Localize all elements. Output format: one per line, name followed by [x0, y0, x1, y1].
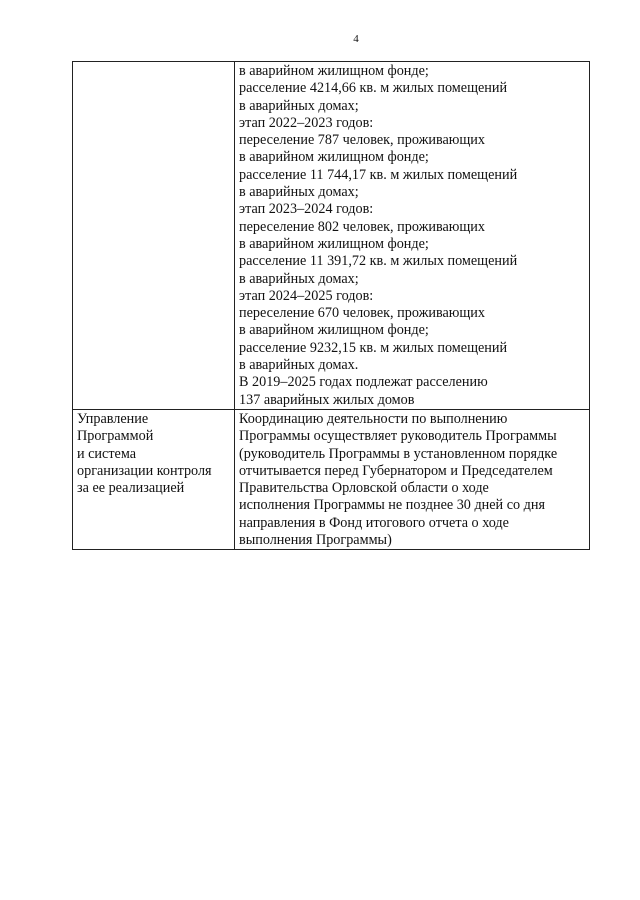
text-line: Правительства Орловской области о ходе: [239, 480, 489, 497]
text-line: в аварийных домах.: [239, 357, 359, 374]
text-line: расселение 4214,66 кв. м жилых помещений: [239, 80, 508, 97]
text-line: и система: [77, 445, 137, 462]
text-line: в аварийном жилищном фонде;: [239, 149, 429, 166]
text-line: В 2019–2025 годах подлежат расселению: [239, 374, 488, 391]
text-line: в аварийном жилищном фонде;: [239, 63, 429, 79]
text-line: выполнения Программы): [239, 532, 392, 549]
text-line: этап 2023–2024 годов:: [239, 201, 374, 218]
text-line: этап 2024–2025 годов:: [239, 287, 374, 304]
text-line: Программой: [77, 428, 154, 445]
text-line: расселение 9232,15 кв. м жилых помещений: [239, 339, 508, 356]
text-line: Программы осуществляет руководитель Программы: [239, 428, 557, 445]
text-line: исполнения Программы не позднее 30 дней со дня: [239, 497, 545, 514]
text-line: за ее реализацией: [77, 480, 185, 497]
row-label-cell: [73, 62, 235, 410]
text-line: отчитывается перед Губернатором и Председателем: [239, 462, 553, 479]
row-content-cell: [235, 62, 590, 410]
text-line: организации контроля: [77, 462, 212, 479]
text-line: в аварийном жилищном фонде;: [239, 235, 429, 252]
text-line: переселение 670 человек, проживающих: [239, 305, 485, 322]
text-line: в аварийном жилищном фонде;: [239, 322, 429, 339]
text-line: 137 аварийных жилых домов: [239, 391, 415, 408]
text-line: направления в Фонд итогового отчета о ходе: [239, 514, 509, 531]
table-row: [73, 62, 590, 410]
row-label-cell: [73, 409, 235, 549]
text-line: расселение 11 744,17 кв. м жилых помещений: [239, 166, 518, 183]
passport-table: [72, 61, 590, 550]
text-line: Координацию деятельности по выполнению: [239, 410, 508, 427]
row-content-cell: [235, 409, 590, 549]
text-line: в аварийных домах;: [239, 270, 359, 287]
text-line: (руководитель Программы в установленном порядке: [239, 445, 558, 462]
text-line: переселение 787 человек, проживающих: [239, 132, 485, 149]
text-line: переселение 802 человек, проживающих: [239, 218, 485, 235]
text-line: этап 2022–2023 годов:: [239, 114, 374, 131]
text-line: Управление: [77, 410, 149, 427]
table-row: [73, 409, 590, 549]
text-line: в аварийных домах;: [239, 184, 359, 201]
page-number: 4: [353, 33, 359, 45]
text-line: в аварийных домах;: [239, 97, 359, 114]
text-line: расселение 11 391,72 кв. м жилых помещений: [239, 253, 518, 270]
